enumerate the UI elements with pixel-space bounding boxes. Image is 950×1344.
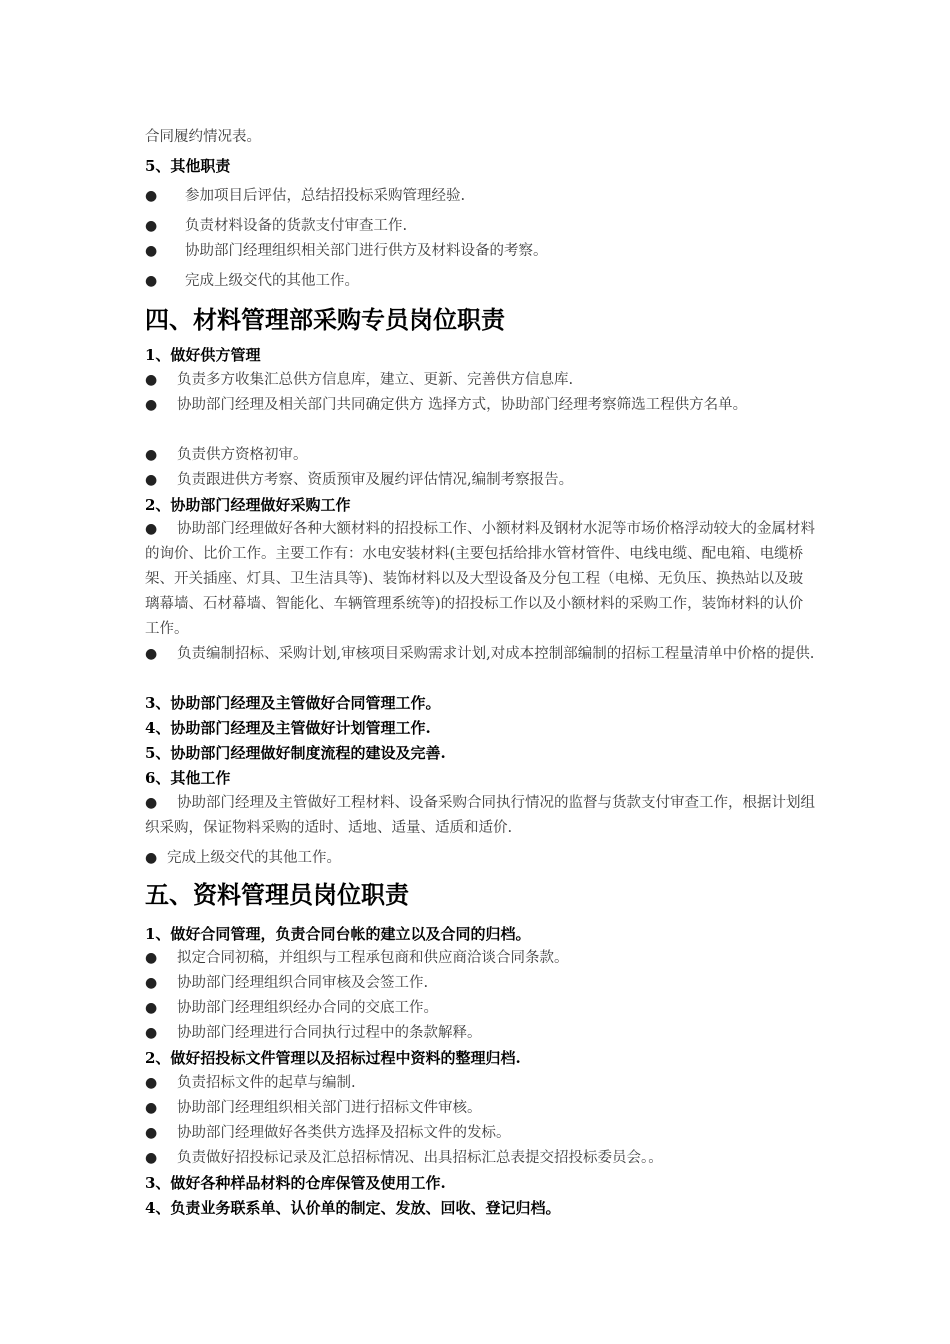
list-item-text: 负责跟进供方考察、资质预审及履约评估情况,编制考察报告。	[177, 472, 574, 488]
list-item	[145, 517, 815, 642]
list-item	[145, 216, 407, 236]
list-item-text: 负责招标文件的起草与编制.	[177, 1075, 356, 1091]
list-item	[145, 1123, 511, 1143]
list-item-text: 参加项目后评估，总结招投标采购管理经验.	[185, 188, 466, 204]
section-heading: 2、协助部门经理做好采购工作	[145, 496, 351, 514]
section-heading: 6、其他工作	[145, 769, 231, 787]
list-item	[145, 271, 359, 291]
bullet-icon: ●	[145, 1150, 158, 1166]
bullet-icon: ●	[145, 975, 158, 991]
section-heading: 4、负责业务联系单、认价单的制定、发放、回收、登记归档。	[145, 1199, 561, 1217]
list-item-text: 完成上级交代的其他工作。	[167, 850, 341, 866]
list-item-text: 负责多方收集汇总供方信息库，建立、更新、完善供方信息库.	[177, 372, 574, 388]
list-item	[145, 973, 428, 993]
section-title: 四、材料管理部采购专员岗位职责	[145, 305, 505, 334]
section-heading: 3、协助部门经理及主管做好合同管理工作。	[145, 694, 441, 712]
bullet-icon: ●	[145, 273, 158, 289]
section-heading: 1、做好供方管理	[145, 346, 261, 364]
list-item	[145, 445, 308, 465]
list-item-text: 负责供方资格初审。	[177, 447, 308, 463]
section-heading: 2、做好招投标文件管理以及招标过程中资料的整理归档.	[145, 1049, 521, 1067]
bullet-icon: ●	[145, 372, 158, 388]
bullet-icon: ●	[145, 646, 158, 662]
list-item	[145, 186, 465, 206]
bullet-icon: ●	[145, 850, 158, 866]
section-heading: 5、协助部门经理做好制度流程的建设及完善.	[145, 744, 446, 762]
bullet-icon: ●	[145, 521, 158, 537]
bullet-icon: ●	[145, 472, 158, 488]
list-item	[145, 370, 573, 390]
list-item	[145, 470, 573, 490]
bullet-icon: ●	[145, 218, 158, 234]
list-item-text: 协助部门经理做好各类供方选择及招标文件的发标。	[177, 1125, 511, 1141]
list-item	[145, 1023, 482, 1043]
section-heading: 3、做好各种样品材料的仓库保管及使用工作.	[145, 1174, 446, 1192]
bullet-icon: ●	[145, 397, 158, 413]
list-item	[145, 241, 548, 261]
list-item-text: 协助部门经理组织相关部门进行招标文件审核。	[177, 1100, 482, 1116]
bullet-icon: ●	[145, 1000, 158, 1016]
list-item-text: 协助部门经理组织经办合同的交底工作。	[177, 1000, 438, 1016]
bullet-icon: ●	[145, 1025, 158, 1041]
list-item-text: 协助部门经理及主管做好工程材料、设备采购合同执行情况的监督与货款支付审查工作，根据计划组织采购，保证物料采购的适时、适地、适量、适质和适价.	[145, 795, 815, 836]
list-item	[145, 1073, 356, 1093]
list-item-text: 协助部门经理组织合同审核及会签工作.	[177, 975, 429, 991]
list-item	[145, 1148, 663, 1168]
section-heading: 5、其他职责	[145, 157, 231, 175]
list-item-text: 负责做好招投标记录及汇总招标情况、出具招标汇总表提交招投标委员会。。	[177, 1150, 663, 1166]
section-heading: 1、做好合同管理，负责合同台帐的建立以及合同的归档。	[145, 925, 531, 943]
list-item	[145, 642, 815, 667]
bullet-icon: ●	[145, 950, 158, 966]
list-item	[145, 848, 341, 868]
list-item-text: 协助部门经理做好各种大额材料的招投标工作、小额材料及钢材水泥等市场价格浮动较大的金属材料的询价、比价工作。主要工作有：水电安装材料(主要包括给排水管材管件、电线电缆、配电箱、电缆桥架、开关插座、灯具、卫生洁具等)、装饰材料以及大型设备及分包工程（电梯、无负压、换热站以及玻璃幕墙、石材幕墙、智能化、车辆管理系统等)的招投标工作以及小额材料的采购工作，装饰材料的认价工作。	[145, 521, 815, 637]
bullet-icon: ●	[145, 447, 158, 463]
list-item	[145, 791, 815, 841]
list-item-text: 拟定合同初稿，并组织与工程承包商和供应商洽谈合同条款。	[177, 950, 569, 966]
section-heading: 4、协助部门经理及主管做好计划管理工作.	[145, 719, 431, 737]
section-title: 五、资料管理员岗位职责	[145, 880, 409, 909]
list-item	[145, 998, 438, 1018]
bullet-icon: ●	[145, 1100, 158, 1116]
paragraph: 合同履约情况表。	[145, 129, 261, 145]
bullet-icon: ●	[145, 243, 158, 259]
list-item-text: 协助部门经理及相关部门共同确定供方 选择方式，协助部门经理考察筛选工程供方名单。	[177, 397, 748, 413]
list-item-text: 负责材料设备的货款支付审查工作.	[185, 218, 408, 234]
bullet-icon: ●	[145, 1125, 158, 1141]
bullet-icon: ●	[145, 188, 158, 204]
bullet-icon: ●	[145, 795, 158, 811]
list-item	[145, 393, 815, 418]
list-item	[145, 1098, 482, 1118]
list-item	[145, 948, 569, 968]
list-item-text: 协助部门经理进行合同执行过程中的条款解释。	[177, 1025, 482, 1041]
list-item-text: 协助部门经理组织相关部门进行供方及材料设备的考察。	[185, 243, 548, 259]
list-item-text: 完成上级交代的其他工作。	[185, 273, 359, 289]
list-item-text: 负责编制招标、采购计划,审核项目采购需求计划,对成本控制部编制的招标工程量清单中价格的提供.	[177, 646, 815, 662]
bullet-icon: ●	[145, 1075, 158, 1091]
